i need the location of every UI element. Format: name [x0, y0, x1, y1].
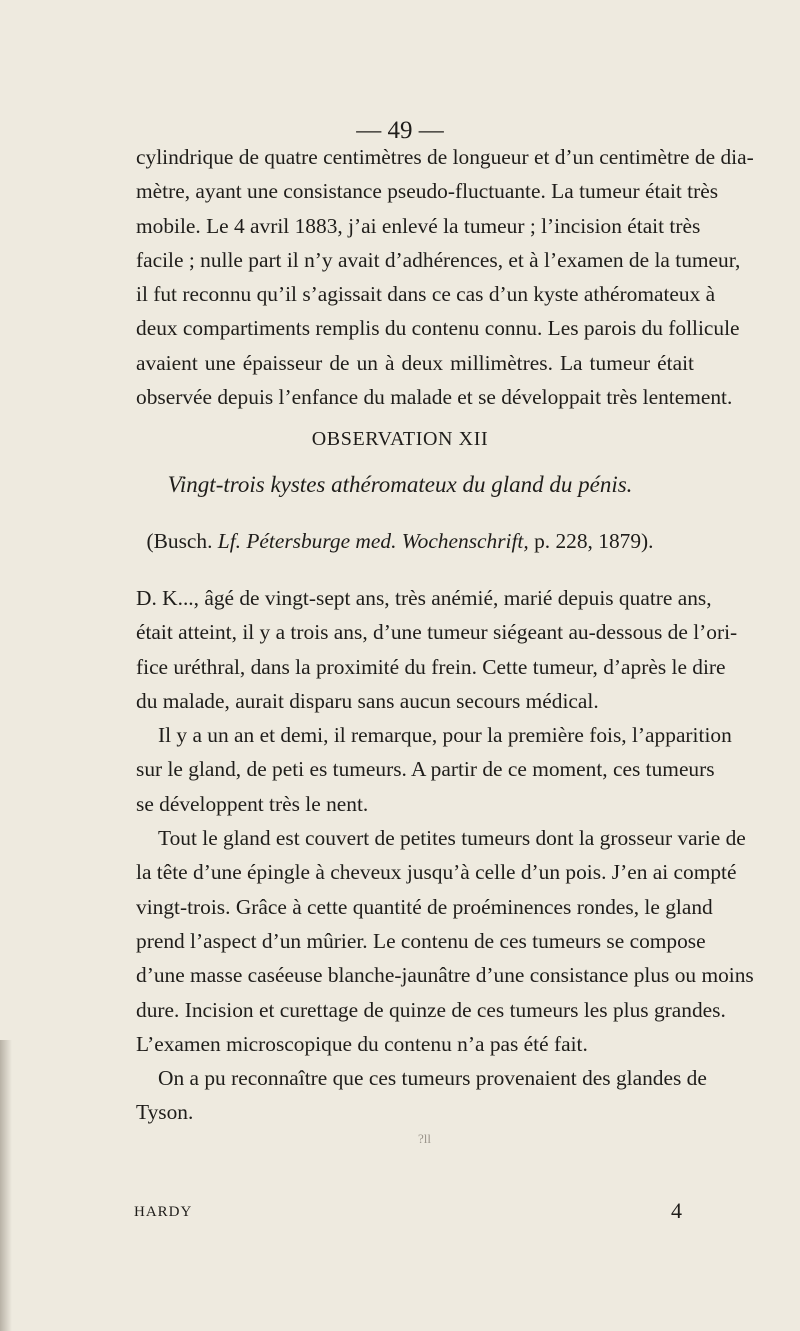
text-line: prend l’aspect d’un mûrier. Le contenu de ces tumeurs se compose	[136, 928, 706, 953]
text-line: se développent très le nent.	[136, 791, 369, 816]
text-line: du malade, aurait disparu sans aucun secours médical.	[136, 688, 599, 713]
text-line: mobile. Le 4 avril 1883, j’ai enlevé la tumeur ; l’incision était très	[136, 213, 701, 238]
sheet-number: 4	[671, 1198, 682, 1223]
text-line: facile ; nulle part il n’y avait d’adhérences, et à l’examen de la tumeur,	[136, 247, 741, 272]
text-line: observée depuis l’enfance du malade et se développait très lentement.	[136, 385, 733, 410]
reference-author: (Busch.	[146, 529, 213, 553]
stray-mark: ?ll	[418, 1131, 431, 1146]
text-line: deux compartiments remplis du contenu connu. Les parois du follicule	[136, 316, 740, 341]
page-edge-shadow	[0, 1040, 12, 1331]
text-line: vingt-trois. Grâce à cette quantité de proéminences rondes, le gland	[136, 894, 713, 919]
paragraph-continuation	[136, 140, 754, 414]
text-line: Il y a un an et demi, il remarque, pour la première fois, l’apparition	[158, 723, 732, 748]
text-line: fice uréthral, dans la proximité du frein. Cette tumeur, d’après le dire	[136, 654, 726, 679]
text-line: D. K..., âgé de vingt-sept ans, très anémié, marié depuis quatre ans,	[136, 586, 712, 610]
text-line: L’examen microscopique du contenu n’a pas été fait.	[136, 1031, 588, 1056]
text-line: avaient une épaisseur de un à deux millimètres. La tumeur était	[136, 350, 694, 375]
text-line: mètre, ayant une consistance pseudo-fluctuante. La tumeur était très	[136, 179, 719, 204]
page-number: — 49 —	[356, 117, 444, 144]
text-line: la tête d’une épingle à cheveux jusqu’à celle d’un pois. J’en ai compté	[136, 860, 737, 885]
text-line: d’une masse caséeuse blanche-jaunâtre d’une consistance plus ou moins	[136, 963, 754, 988]
text-line: il fut reconnu qu’il s’agissait dans ce cas d’un kyste athéromateux à	[136, 282, 716, 307]
text-line: sur le gland, de peti ‍es tumeurs. A partir de ce moment, ces tumeurs	[136, 757, 715, 782]
signature-mark: HARDY	[134, 1204, 193, 1220]
text-line: était atteint, il y a trois ans, d’une tumeur siégeant au-dessous de l’ori-	[136, 620, 738, 645]
text-line: dure. Incision et curettage de quinze de ces tumeurs les plus grandes.	[136, 997, 726, 1022]
reference-pages: p. 228, 1879).	[534, 529, 654, 553]
reference-journal: Lf. Pétersburge med. Wochenschrift,	[217, 529, 529, 553]
observation-subtitle: Vingt-trois kystes athéromateux du gland du pénis.	[167, 472, 633, 497]
observation-heading: OBSERVATION XII	[311, 428, 489, 450]
text-line: cylindrique de quatre centimètres de longueur et d’un centimètre de dia-	[136, 145, 754, 169]
text-line: On a pu reconnaître que ces tumeurs provenaient des glandes de	[158, 1066, 707, 1091]
bibliographic-reference	[0, 529, 800, 554]
text-line: Tout le gland est couvert de petites tumeurs dont la grosseur varie de	[158, 826, 746, 851]
case-body	[136, 581, 754, 1130]
text-line: Tyson.	[136, 1100, 194, 1125]
